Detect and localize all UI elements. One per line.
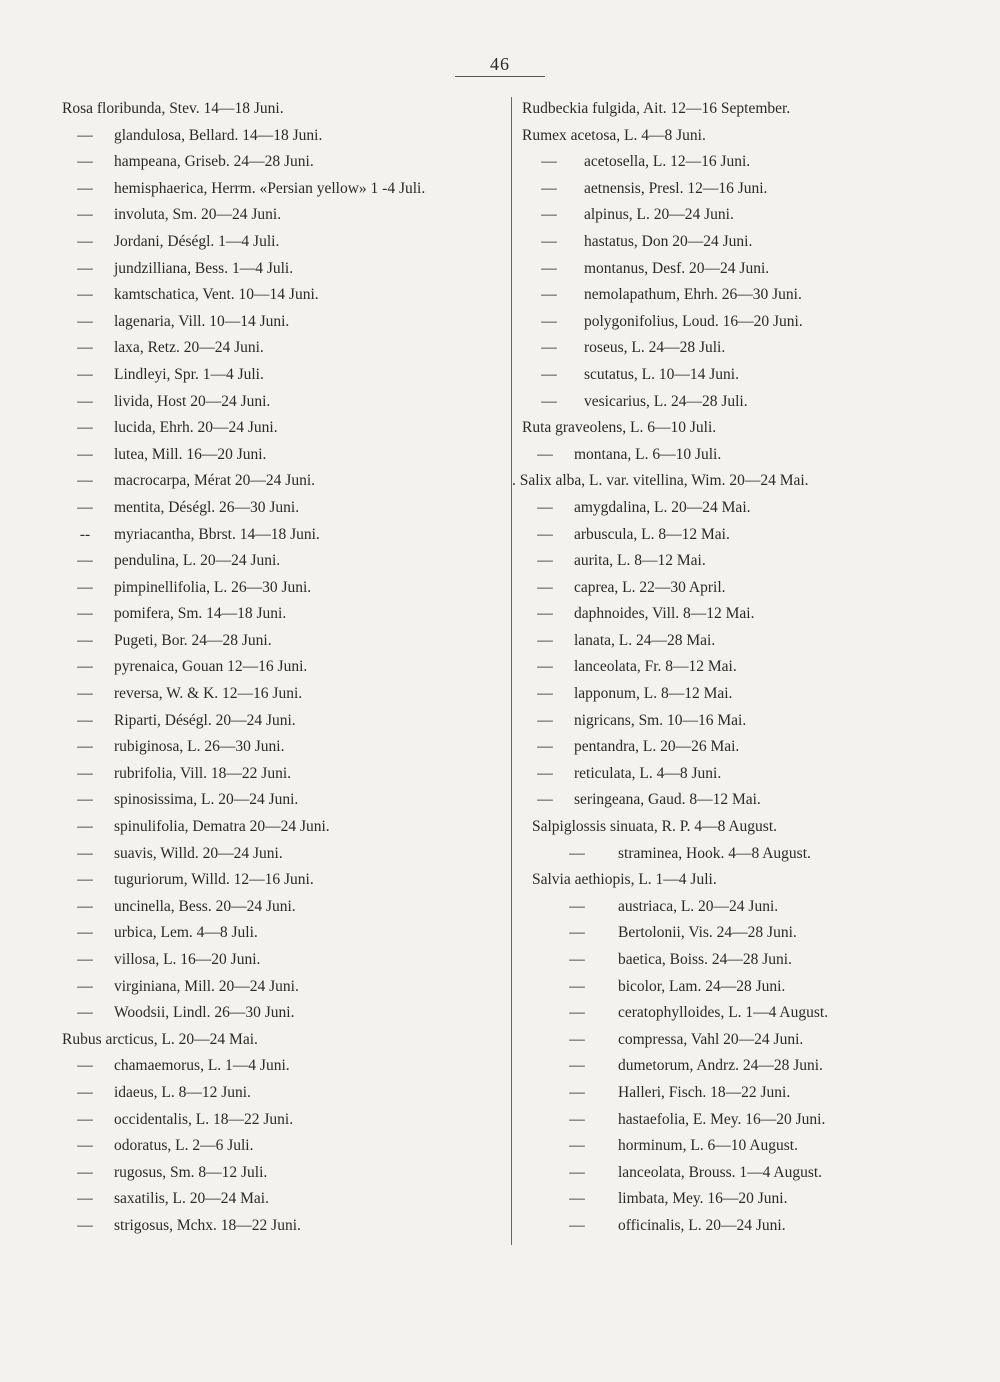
genus-entry (512, 468, 962, 495)
ditto-dash: — (77, 658, 93, 676)
entry-text: villosa, L. 16—20 Juni. (114, 951, 261, 968)
entry-text: jundzilliana, Bess. 1—4 Juli. (114, 259, 294, 277)
ditto-dash: — (569, 1190, 585, 1208)
genus-entry (522, 96, 962, 123)
ditto-dash: — (77, 1190, 93, 1208)
ditto-dash: — (537, 498, 553, 516)
ditto-dash: — (569, 1057, 585, 1075)
entry-text: nigricans, Sm. 10—16 Mai. (574, 711, 747, 729)
entry-text: Salvia aethiopis, L. 1—4 Juli. (532, 871, 717, 889)
species-entry (522, 1053, 962, 1080)
entry-text: limbata, Mey. 16—20 Juni. (618, 1190, 788, 1208)
species-entry (62, 389, 502, 416)
ditto-dash: — (537, 552, 553, 570)
ditto-dash: — (537, 578, 553, 596)
ditto-dash: — (77, 392, 93, 410)
entry-text: rubrifolia, Vill. 18—22 Juni. (114, 764, 292, 782)
entry-text: compressa, Vahl 20—24 Juni. (618, 1030, 804, 1048)
species-entry (522, 974, 962, 1001)
ditto-dash: — (77, 232, 93, 250)
species-entry (62, 495, 502, 522)
entry-text: Rosa floribunda, Stev. 14—18 Juni. (62, 100, 284, 117)
column-divider (511, 97, 512, 1245)
entry-text: lanata, L. 24—28 Mai. (574, 631, 716, 649)
ditto-dash: — (77, 924, 93, 942)
entry-text: hastaefolia, E. Mey. 16—20 Juni. (618, 1110, 826, 1128)
entry-text: reversa, W. & K. 12—16 Juni. (114, 685, 303, 703)
species-entry (62, 548, 502, 575)
ditto-dash: — (569, 1030, 585, 1048)
entry-text: tuguriorum, Willd. 12—16 Juni. (114, 871, 314, 889)
species-entry (522, 362, 962, 389)
entry-text: Lindleyi, Spr. 1—4 Juli. (114, 365, 264, 383)
ditto-dash: — (77, 552, 93, 570)
species-entry (62, 628, 502, 655)
ditto-dash: — (77, 791, 93, 809)
species-entry (62, 654, 502, 681)
genus-entry (522, 814, 962, 841)
ditto-dash: — (541, 259, 557, 277)
species-entry (522, 389, 962, 416)
entry-text: ceratophylloides, L. 1—4 August. (618, 1004, 829, 1022)
entry-text: reticulata, L. 4—8 Juni. (574, 764, 722, 782)
ditto-dash: — (569, 977, 585, 995)
ditto-dash: — (77, 1083, 93, 1101)
species-entry (62, 229, 502, 256)
species-entry (522, 575, 962, 602)
ditto-dash: — (77, 179, 93, 197)
entry-text: montana, L. 6—10 Juli. (574, 445, 722, 463)
species-entry (522, 1000, 962, 1027)
species-entry (522, 256, 962, 283)
entry-text: involuta, Sm. 20—24 Juni. (114, 206, 282, 224)
ditto-dash: — (537, 525, 553, 543)
entry-text: pimpinellifolia, L. 26—30 Juni. (114, 578, 312, 596)
entry-text: rubiginosa, L. 26—30 Juni. (114, 738, 285, 756)
ditto-dash: — (77, 1163, 93, 1181)
species-entry (62, 1213, 502, 1240)
species-entry (62, 1160, 502, 1187)
species-entry (62, 335, 502, 362)
species-entry (62, 814, 502, 841)
entry-text: dumetorum, Andrz. 24—28 Juni. (618, 1057, 823, 1075)
ditto-dash: — (77, 259, 93, 277)
ditto-dash: — (77, 897, 93, 915)
ditto-dash: — (541, 312, 557, 330)
entry-text: pomifera, Sm. 14—18 Juni. (114, 605, 287, 623)
entry-text: baetica, Boiss. 24—28 Juni. (618, 951, 792, 968)
ditto-dash: — (77, 419, 93, 437)
ditto-dash: — (541, 339, 557, 357)
entry-text: lagenaria, Vill. 10—14 Juni. (114, 312, 290, 330)
ditto-dash: — (541, 392, 557, 410)
species-entry (522, 947, 962, 974)
ditto-dash: — (537, 631, 553, 649)
entry-text: horminum, L. 6—10 August. (618, 1137, 798, 1155)
ditto-dash: — (77, 738, 93, 756)
ditto-dash: — (569, 1083, 585, 1101)
species-entry (62, 920, 502, 947)
ditto-dash: — (77, 498, 93, 516)
species-entry (62, 415, 502, 442)
ditto-dash: — (77, 578, 93, 596)
ditto-dash: — (569, 844, 585, 862)
species-entry (62, 575, 502, 602)
left-column (62, 96, 502, 1240)
entry-text: Bertolonii, Vis. 24—28 Juni. (618, 924, 797, 942)
species-entry (522, 335, 962, 362)
ditto-dash: — (541, 153, 557, 171)
species-entry (62, 202, 502, 229)
ditto-dash: — (537, 605, 553, 623)
ditto-dash: — (77, 977, 93, 995)
entry-text: lanceolata, Brouss. 1—4 August. (618, 1163, 823, 1181)
page-number-rule (455, 76, 545, 77)
species-entry (522, 1160, 962, 1187)
species-entry (62, 1133, 502, 1160)
entry-text: arbuscula, L. 8—12 Mai. (574, 525, 730, 543)
species-entry (522, 894, 962, 921)
species-entry (62, 176, 502, 203)
species-entry (522, 1107, 962, 1134)
ditto-dash: — (569, 1137, 585, 1155)
species-entry (522, 495, 962, 522)
entry-text: spinulifolia, Dematra 20—24 Juni. (114, 818, 330, 836)
species-entry (62, 256, 502, 283)
species-entry (522, 708, 962, 735)
species-entry (522, 734, 962, 761)
ditto-dash: — (77, 1216, 93, 1234)
entry-text: acetosella, L. 12—16 Juni. (584, 153, 751, 171)
ditto-dash: — (77, 951, 93, 968)
species-entry (522, 761, 962, 788)
entry-text: macrocarpa, Mérat 20—24 Juni. (114, 472, 316, 490)
ditto-dash: — (77, 764, 93, 782)
species-entry (522, 522, 962, 549)
species-entry (62, 841, 502, 868)
species-entry (62, 734, 502, 761)
ditto-dash: — (77, 1110, 93, 1128)
ditto-dash: — (541, 365, 557, 383)
entry-text: urbica, Lem. 4—8 Juli. (114, 924, 258, 942)
entry-text: Halleri, Fisch. 18—22 Juni. (618, 1083, 791, 1101)
entry-text: hampeana, Griseb. 24—28 Juni. (114, 153, 314, 171)
species-entry (62, 681, 502, 708)
entry-text: kamtschatica, Vent. 10—14 Juni. (114, 286, 319, 304)
entry-text: lutea, Mill. 16—20 Juni. (114, 445, 267, 463)
entry-text: caprea, L. 22—30 April. (574, 578, 726, 596)
ditto-dash: — (77, 818, 93, 836)
entry-text: lanceolata, Fr. 8—12 Mai. (574, 658, 737, 676)
entry-text: hemisphaerica, Herrm. «Persian yellow» 1 -4 Juli. (114, 179, 426, 197)
genus-entry (522, 415, 962, 442)
species-entry (522, 920, 962, 947)
species-entry (522, 601, 962, 628)
ditto-dash: — (77, 605, 93, 623)
species-entry (522, 681, 962, 708)
ditto-dash: — (77, 153, 93, 171)
entry-text: amygdalina, L. 20—24 Mai. (574, 498, 751, 516)
ditto-dash: — (541, 206, 557, 224)
page-number: 46 (490, 54, 510, 74)
species-entry (522, 442, 962, 469)
entry-text: Pugeti, Bor. 24—28 Juni. (114, 631, 272, 649)
entry-text: straminea, Hook. 4—8 August. (618, 844, 811, 862)
entry-text: uncinella, Bess. 20—24 Juni. (114, 897, 296, 915)
ditto-dash: — (537, 685, 553, 703)
species-entry (62, 1053, 502, 1080)
entry-text: montanus, Desf. 20—24 Juni. (584, 259, 770, 277)
ditto-dash: — (569, 1110, 585, 1128)
species-entry (62, 468, 502, 495)
species-entry (62, 601, 502, 628)
species-entry (522, 1027, 962, 1054)
entry-text: pendulina, L. 20—24 Juni. (114, 552, 281, 570)
entry-text: mentita, Déségl. 26—30 Juni. (114, 498, 300, 516)
entry-text: Jordani, Déségl. 1—4 Juli. (114, 232, 280, 250)
entry-text: daphnoides, Vill. 8—12 Mai. (574, 605, 755, 623)
ditto-dash: — (77, 1137, 93, 1155)
species-entry (522, 1080, 962, 1107)
ditto-dash: — (537, 791, 553, 809)
species-entry (522, 787, 962, 814)
right-column (512, 96, 962, 1240)
genus-entry (522, 867, 962, 894)
ditto-dash: — (77, 339, 93, 357)
species-entry (62, 1186, 502, 1213)
species-entry (62, 761, 502, 788)
entry-text: bicolor, Lam. 24—28 Juni. (618, 977, 786, 995)
entry-text: hastatus, Don 20—24 Juni. (584, 232, 753, 250)
entry-text: austriaca, L. 20—24 Juni. (618, 897, 779, 915)
species-entry (522, 176, 962, 203)
entry-text: livida, Host 20—24 Juni. (114, 392, 271, 410)
species-entry (62, 708, 502, 735)
ditto-dash: — (77, 286, 93, 304)
entry-text: lapponum, L. 8—12 Mai. (574, 685, 733, 703)
species-entry (62, 522, 502, 549)
ditto-dash: — (77, 206, 93, 224)
entry-text: Rubus arcticus, L. 20—24 Mai. (62, 1030, 258, 1048)
entry-text: seringeana, Gaud. 8—12 Mai. (574, 791, 761, 809)
entry-text: rugosus, Sm. 8—12 Juli. (114, 1163, 268, 1181)
entry-text: Riparti, Déségl. 20—24 Juni. (114, 711, 296, 729)
species-entry (62, 1000, 502, 1027)
ditto-dash: — (77, 711, 93, 729)
entry-text: myriacantha, Bbrst. 14—18 Juni. (114, 525, 320, 543)
species-entry (522, 309, 962, 336)
species-entry (62, 123, 502, 150)
ditto-dash: — (541, 286, 557, 304)
species-entry (522, 1186, 962, 1213)
genus-entry (62, 1027, 502, 1054)
species-entry (522, 548, 962, 575)
ditto-dash: — (77, 472, 93, 490)
entry-text: pyrenaica, Gouan 12—16 Juni. (114, 658, 308, 676)
species-entry (62, 787, 502, 814)
species-entry (62, 149, 502, 176)
species-entry (522, 841, 962, 868)
ditto-dash: — (77, 631, 93, 649)
ditto-dash: — (537, 658, 553, 676)
species-entry (62, 1107, 502, 1134)
species-entry (62, 947, 502, 974)
ditto-dash: — (569, 1004, 585, 1022)
ditto-dash: — (77, 871, 93, 889)
ditto-dash: -- (79, 525, 91, 543)
entry-text: Ruta graveolens, L. 6—10 Juli. (522, 419, 717, 437)
ditto-dash: — (77, 312, 93, 330)
entry-text: Woodsii, Lindl. 26—30 Juni. (114, 1004, 295, 1022)
species-entry (62, 362, 502, 389)
species-entry (522, 654, 962, 681)
entry-text: virginiana, Mill. 20—24 Juni. (114, 977, 299, 995)
species-entry (62, 867, 502, 894)
ditto-dash: — (537, 738, 553, 756)
entry-text: aetnensis, Presl. 12—16 Juni. (584, 179, 768, 197)
species-entry (522, 149, 962, 176)
ditto-dash: — (569, 1163, 585, 1181)
entry-text: strigosus, Mchx. 18—22 Juni. (114, 1216, 301, 1234)
ditto-dash: — (537, 445, 553, 463)
entry-text: laxa, Retz. 20—24 Juni. (114, 339, 264, 357)
entry-text: glandulosa, Bellard. 14—18 Juni. (114, 126, 323, 144)
ditto-dash: — (77, 685, 93, 703)
ditto-dash: — (77, 844, 93, 862)
entry-text: pentandra, L. 20—26 Mai. (574, 738, 740, 756)
entry-text: chamaemorus, L. 1—4 Juni. (114, 1057, 290, 1075)
entry-text: Rumex acetosa, L. 4—8 Juni. (522, 126, 706, 144)
species-entry (62, 1080, 502, 1107)
entry-text: Salpiglossis sinuata, R. P. 4—8 August. (532, 818, 778, 836)
ditto-dash: — (537, 711, 553, 729)
entry-text: saxatilis, L. 20—24 Mai. (114, 1190, 269, 1208)
species-entry (522, 229, 962, 256)
ditto-dash: — (537, 764, 553, 782)
ditto-dash: — (541, 179, 557, 197)
entry-text: Rudbeckia fulgida, Ait. 12—16 September. (522, 100, 791, 117)
species-entry (522, 1213, 962, 1240)
entry-text: occidentalis, L. 18—22 Juni. (114, 1110, 294, 1128)
ditto-dash: — (77, 126, 93, 144)
entry-text: scutatus, L. 10—14 Juni. (584, 365, 739, 383)
ditto-dash: — (77, 445, 93, 463)
species-entry (62, 974, 502, 1001)
genus-entry (62, 96, 502, 123)
species-entry (522, 202, 962, 229)
ditto-dash: — (569, 1216, 585, 1234)
entry-text: suavis, Willd. 20—24 Juni. (114, 844, 283, 862)
species-entry (522, 1133, 962, 1160)
species-entry (522, 282, 962, 309)
ditto-dash: — (77, 1057, 93, 1075)
entry-text: nemolapathum, Ehrh. 26—30 Juni. (584, 286, 802, 304)
ditto-dash: — (569, 897, 585, 915)
entry-text: lucida, Ehrh. 20—24 Juni. (114, 419, 278, 437)
ditto-dash: — (77, 365, 93, 383)
species-entry (62, 282, 502, 309)
entry-text: roseus, L. 24—28 Juli. (584, 339, 726, 357)
entry-text: vesicarius, L. 24—28 Juli. (584, 392, 748, 410)
entry-text: alpinus, L. 20—24 Juni. (584, 206, 734, 224)
entry-text: polygonifolius, Loud. 16—20 Juni. (584, 312, 803, 330)
species-entry (62, 442, 502, 469)
entry-text: officinalis, L. 20—24 Juni. (618, 1216, 786, 1234)
ditto-dash: — (77, 1004, 93, 1022)
species-entry (522, 628, 962, 655)
species-entry (62, 309, 502, 336)
entry-text: aurita, L. 8—12 Mai. (574, 552, 706, 570)
entry-text: idaeus, L. 8—12 Juni. (114, 1083, 251, 1101)
entry-text: . Salix alba, L. var. vitellina, Wim. 20—24 Mai. (512, 472, 809, 490)
genus-entry (522, 123, 962, 150)
ditto-dash: — (541, 232, 557, 250)
ditto-dash: — (569, 951, 585, 968)
entry-text: spinosissima, L. 20—24 Juni. (114, 791, 299, 809)
species-entry (62, 894, 502, 921)
ditto-dash: — (569, 924, 585, 942)
entry-text: odoratus, L. 2—6 Juli. (114, 1137, 254, 1155)
